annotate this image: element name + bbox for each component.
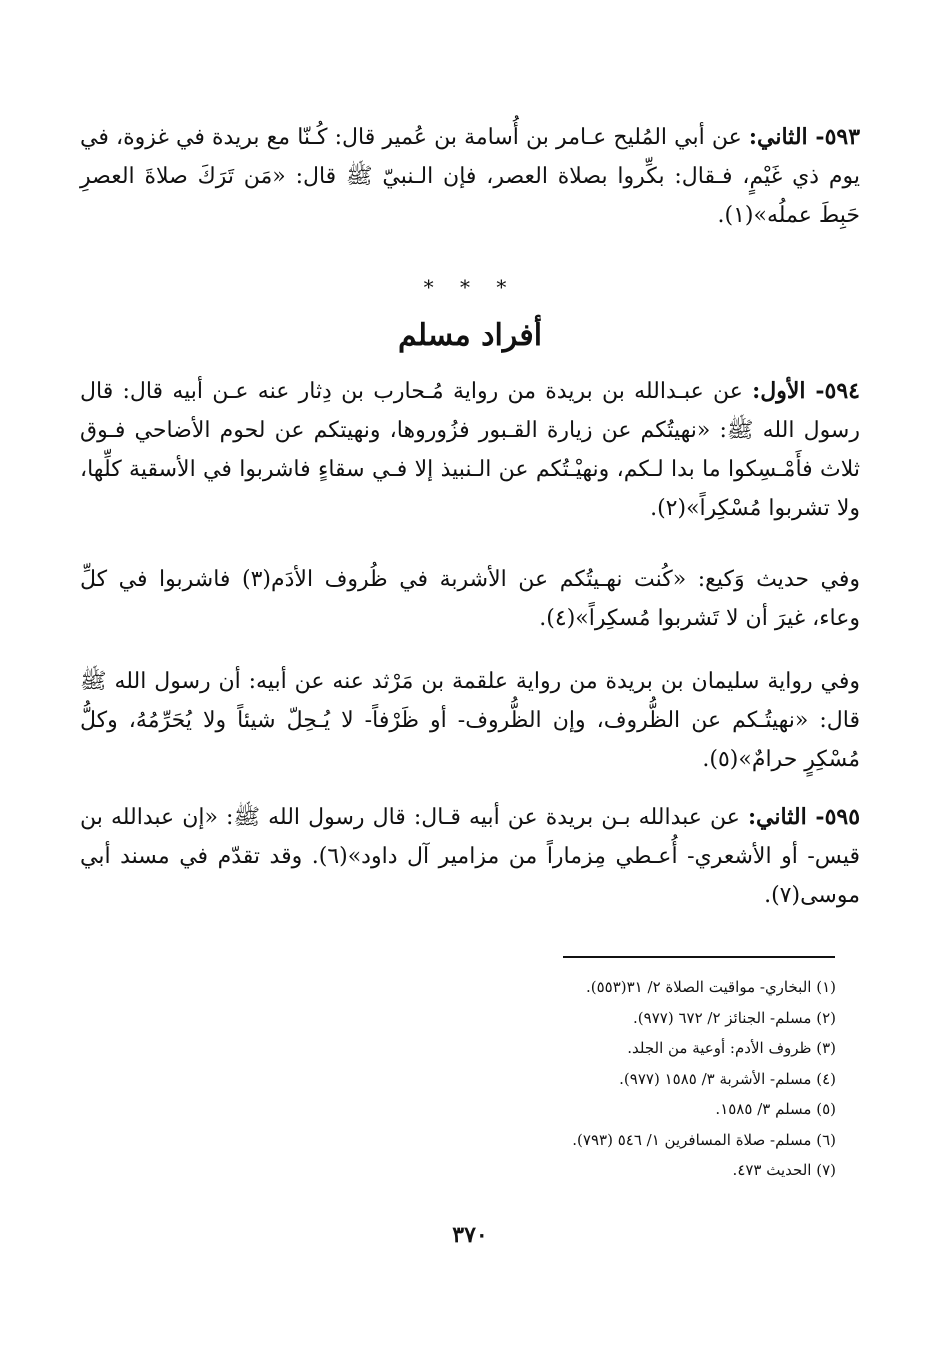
- hadith-595-number: ٥٩٥- الثاني:: [747, 804, 861, 830]
- page-number: ٣٧٠: [452, 1222, 488, 1248]
- footnote: (٢) مسلم- الجنائز ٢/ ٦٧٢ (٩٧٧).: [633, 1008, 836, 1027]
- section-divider: * * *: [423, 275, 517, 299]
- footnote: (٦) مسلم- صلاة المسافرين ١/ ٥٤٦ (٧٩٣).: [572, 1130, 836, 1149]
- footnote: (٣) ظروف الأدم: أوعية من الجلد.: [627, 1039, 836, 1057]
- hadith-594-paragraph: [80, 372, 860, 528]
- hadith-594-text: عن عبـدالله بن بريدة من رواية مُـحارب بن دِثار عنه عـن أبيه قال: قال رسول الله ﷺ: «نهيتُكم عن زيارة القـبور فزُوروها، ونهيتكم عن لحوم الأضاحي فـوق ثلاث فأَمْـسِكوا ما بدا لـكم، ونهيْـتُكم عن الـنبيذ إلا فـي سقاءٍ فاشربوا في الأسقية كلِّها، ولا تشربوا مُسْكِراً»(٢).: [80, 379, 860, 521]
- footnote: (٤) مسلم- الأشربة ٣/ ١٥٨٥ (٩٧٧).: [619, 1069, 836, 1088]
- waki-narration-paragraph: وفي حديث وَكيع: «كُنت نهـيتُكم عن الأشربة في ظُروف الأدَم(٣) فاشربوا في كلِّ وعاء، غيرَ أن لا تَشربوا مُسكِراً»(٤).: [80, 567, 860, 631]
- hadith-593-paragraph: [80, 118, 860, 235]
- section-heading: أفراد مسلم: [397, 318, 543, 353]
- sulayman-narration-paragraph: وفي رواية سليمان بن بريدة من رواية علقمة بن مَرْثد عنه عن أبيه: أن رسول الله ﷺ قال: «نهيتُـكم عن الظُّروف، وإن الظُّروف- أو ظَرْفاً- لا يُـحِلّ شيئاً ولا يُحَرِّمُهُ، وكلُّ مُسْكِرٍ حرامٌ»(٥).: [80, 669, 860, 772]
- footnote: (١) البخاري- مواقيت الصلاة ٢/ ٣١(٥٥٣).: [585, 978, 836, 996]
- footnotes: [416, 972, 836, 1186]
- footnote: (٧) الحديث ٤٧٣.: [732, 1161, 836, 1179]
- hadith-595-text: عن عبدالله بـن بريدة عن أبيه قـال: قال رسول الله ﷺ: «إن عبدالله بن قيس- أو الأشعري- أُعـطي مِزماراً من مزامير آل داود»(٦). وقد تقدّم في مسند أبي موسى(٧).: [80, 805, 860, 908]
- hadith-595-paragraph: [80, 798, 860, 915]
- footnote: (٥) مسلم ٣/ ١٥٨٥.: [715, 1100, 836, 1118]
- footnote-separator: [563, 956, 835, 958]
- hadith-593-number: ٥٩٣- الثاني:: [748, 124, 861, 150]
- hadith-594-number: ٥٩٤- الأول:: [752, 378, 860, 404]
- hadith-593-text: عن أبي المُليح عـامر بن أُسامة بن عُمير قال: كُـنّا مع بريدة في غزوة، في يوم ذي غَيْمٍ، فـقال: بكِّروا بصلاة العصر، فإن الـنبيّ ﷺ قال: «مَن تَرَكَ صلاةَ العصرِ حَبِطَ عملُه»(١).: [80, 125, 860, 228]
